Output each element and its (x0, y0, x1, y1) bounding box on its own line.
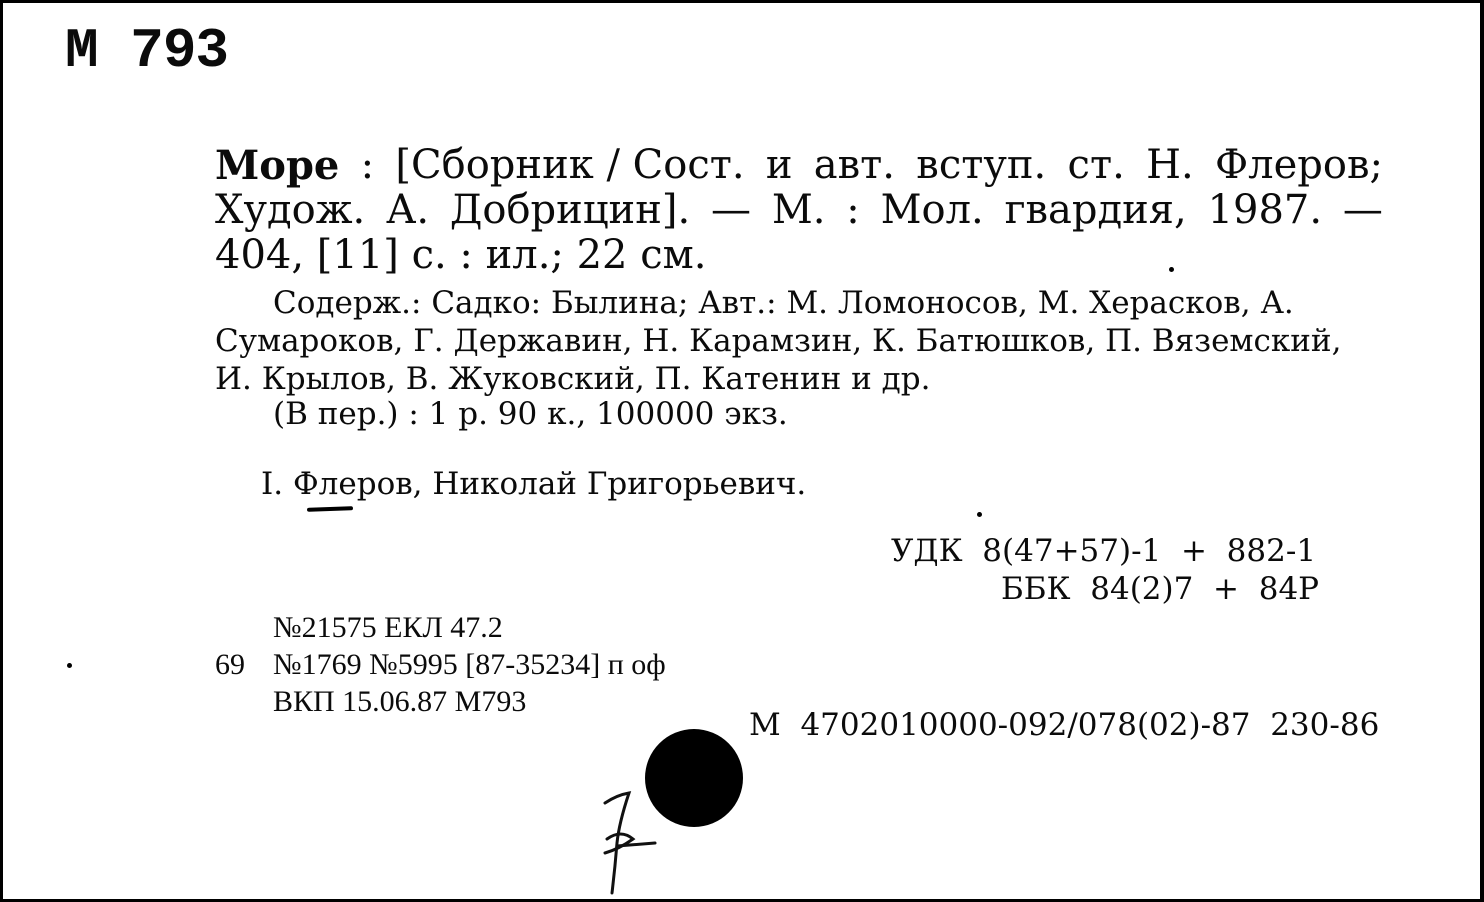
title-part: Худож. (215, 187, 366, 233)
title-part: 1987. (1207, 187, 1323, 233)
service-line-2 (215, 646, 666, 683)
service-text: ВКП 15.06.87 М793 (273, 685, 527, 718)
title-part: Мол. (880, 187, 984, 233)
title-part: : (360, 142, 375, 188)
title-part: М. (771, 187, 826, 233)
title-line-3 (215, 233, 1383, 278)
service-text: №1769 №5995 [87-35234] п оф (273, 648, 666, 681)
service-line-3 (215, 683, 666, 720)
title-part: Н. (1146, 142, 1194, 188)
service-info (215, 609, 666, 720)
contents-line: И. Крылов, В. Жуковский, П. Катенин и др. (215, 361, 931, 397)
title-part: и (765, 142, 793, 188)
handwritten-underline (307, 506, 353, 512)
title-part: авт. (813, 142, 896, 188)
price-note: (В пер.) : 1 р. 90 к., 100000 экз. (273, 396, 788, 432)
title-part: вступ. (916, 142, 1047, 188)
bibliographic-description (215, 143, 1383, 278)
contents-line: Сумароков, Г. Державин, Н. Карамзин, К. Батюшков, П. Вяземский, (215, 323, 1342, 359)
title-part: Флеров; (1214, 142, 1383, 188)
title-line-1 (215, 143, 1383, 188)
contents-line: Содерж.: Садко: Былина; Авт.: М. Ломоносов, М. Херасков, А. (273, 285, 1294, 321)
udk-code: УДК 8(47+57)-1 + 882-1 (891, 533, 1317, 569)
title-part: А. (386, 187, 430, 233)
service-number: 69 (215, 648, 245, 681)
author-tracing: I. Флеров, Николай Григорьевич. (261, 466, 807, 502)
title-line-2 (215, 188, 1383, 233)
title-part: [Сборник / Сост. (395, 142, 745, 188)
shelf-mark: М 793 (65, 19, 229, 83)
title-part: Добрицин]. (449, 187, 691, 233)
title-part: — (711, 187, 751, 233)
title-part: — (1342, 187, 1383, 233)
physical-description: 404, [11] с. : ил.; 22 см. (215, 232, 707, 278)
title-part: гвардия, (1004, 187, 1187, 233)
speck (67, 663, 72, 668)
service-line-1 (215, 609, 666, 646)
bbk-code: ББК 84(2)7 + 84Р (1001, 571, 1320, 607)
service-text: №21575 ЕКЛ 47.2 (273, 611, 503, 644)
publisher-index: М 4702010000-092/078(02)-87 230-86 (749, 707, 1380, 743)
title-part: ст. (1067, 142, 1125, 188)
handwritten-mark (595, 783, 665, 898)
book-title: Море (215, 142, 340, 189)
speck (1169, 267, 1174, 272)
title-part: : (846, 187, 860, 233)
contents-note (215, 284, 1383, 398)
speck (977, 512, 982, 517)
